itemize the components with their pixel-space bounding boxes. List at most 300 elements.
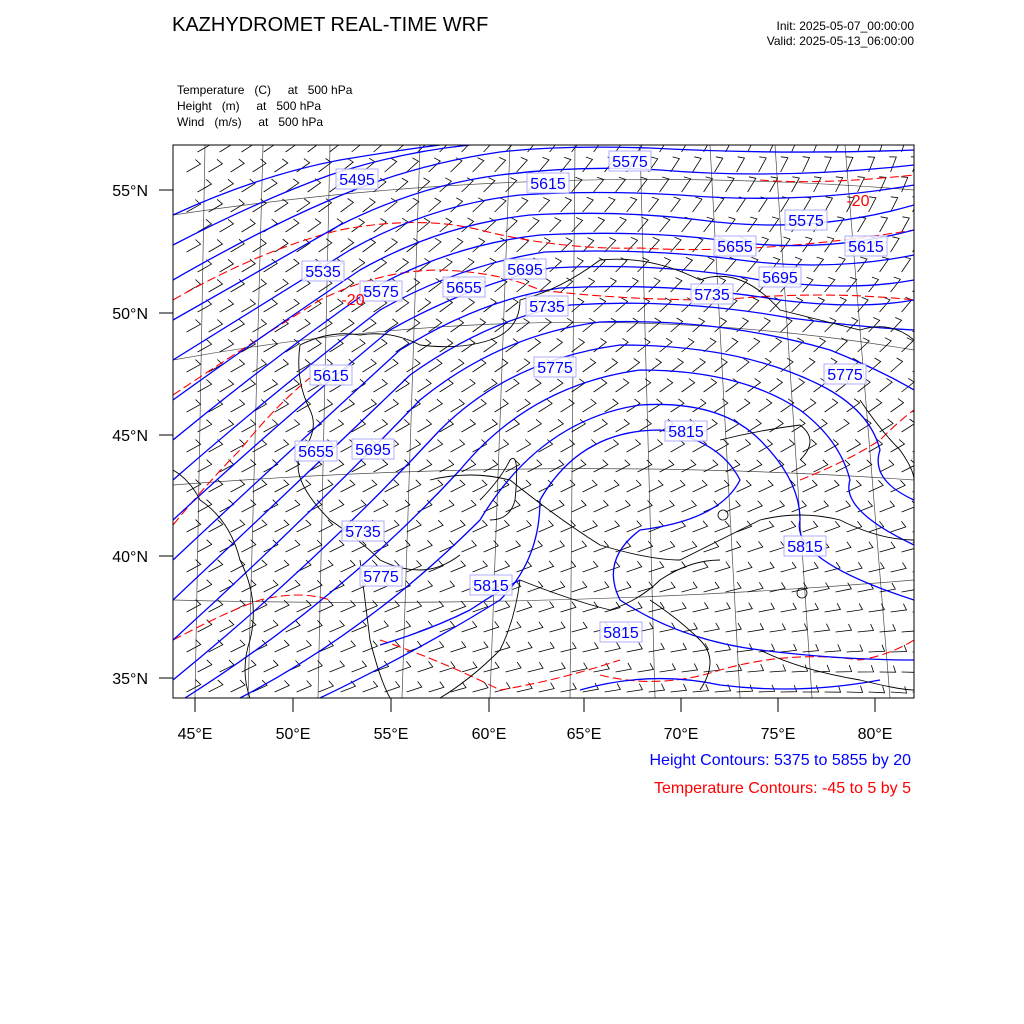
latitude-axis	[159, 190, 173, 678]
wind-barb	[363, 399, 377, 412]
lon-label: 60°E	[471, 726, 507, 743]
wind-barb	[847, 603, 863, 612]
wind-barb	[253, 480, 267, 492]
height-contour-label	[534, 357, 576, 377]
wind-barb	[748, 623, 764, 632]
wind-barb	[429, 520, 444, 532]
wind-barb	[231, 440, 245, 452]
wind-barb	[308, 661, 323, 673]
wind-barb	[539, 602, 554, 613]
wind-barb	[616, 217, 627, 232]
wind-barb	[726, 582, 742, 592]
wind-barb	[605, 683, 621, 692]
wind-barb	[759, 480, 774, 492]
wind-barb	[572, 460, 586, 472]
wind-barb	[605, 238, 616, 253]
wind-barb	[627, 237, 638, 252]
wind-barb	[451, 682, 466, 692]
height-contour-label	[342, 521, 384, 541]
wind-barb	[924, 217, 931, 232]
wind-barb	[770, 542, 785, 553]
wind-barb	[704, 217, 714, 232]
wind-barb	[836, 624, 852, 632]
wind-barb	[528, 218, 539, 232]
height-contour-label	[526, 296, 568, 316]
wind-barb	[891, 237, 900, 252]
wind-barb	[594, 298, 606, 312]
wind-barb	[693, 684, 709, 692]
wind-barb	[880, 501, 895, 512]
wind-barb	[341, 319, 354, 332]
wind-barb	[594, 177, 604, 192]
wind-barb	[473, 480, 487, 492]
svg-text:5815: 5815	[473, 578, 509, 595]
wind-barb	[583, 399, 597, 412]
wind-barb	[506, 178, 517, 193]
wind-barb	[605, 480, 619, 492]
wind-barb	[286, 259, 299, 272]
wind-barb	[605, 561, 620, 572]
wind-barb	[902, 217, 910, 232]
wind-barb	[660, 379, 673, 392]
wind-barb	[418, 661, 433, 672]
wind-barb	[682, 664, 698, 672]
wind-barb	[726, 501, 741, 513]
wind-barb	[484, 178, 495, 192]
wind-barb	[869, 562, 885, 572]
wind-barb	[418, 419, 432, 432]
wind-barb	[803, 644, 819, 652]
wind-barb	[682, 177, 691, 192]
lon-label: 75°E	[760, 726, 796, 743]
wind-barb	[880, 217, 888, 232]
wind-barb	[616, 379, 629, 392]
wind-barb	[913, 604, 929, 612]
wind-barb	[803, 358, 815, 372]
lon-label: 50°E	[275, 726, 311, 743]
wind-barb	[231, 640, 245, 652]
wind-barb	[847, 686, 863, 693]
wind-barb	[748, 664, 764, 672]
wind-barb	[264, 299, 278, 312]
wind-barb	[495, 561, 510, 572]
wind-barb	[352, 259, 365, 272]
wind-barb	[803, 603, 819, 612]
wind-barb	[572, 622, 587, 632]
wind-barb	[878, 137, 885, 152]
wind-barb	[374, 419, 388, 432]
wind-barb	[286, 219, 299, 232]
height-contour-label	[759, 267, 801, 287]
wind-barb	[363, 359, 377, 372]
wind-barb	[671, 157, 680, 172]
wind-barb	[748, 460, 762, 472]
wind-barb	[462, 298, 475, 312]
wind-barb	[561, 521, 576, 533]
wind-barb	[561, 561, 576, 572]
wind-barb	[396, 379, 410, 392]
wind-barb	[583, 278, 595, 292]
wind-barb	[704, 379, 717, 392]
wind-barb	[682, 379, 695, 392]
wind-barb	[220, 299, 234, 312]
wind-barb	[528, 460, 542, 472]
wind-barb	[561, 318, 574, 332]
wind-barb	[913, 439, 927, 452]
temperature-legend: Temperature Contours: -45 to 5 by 5	[653, 780, 911, 797]
wind-barb	[539, 238, 551, 252]
wind-barb	[924, 338, 935, 352]
svg-text:5495: 5495	[339, 172, 375, 189]
wind-barb	[407, 319, 420, 332]
wind-barb	[198, 260, 212, 273]
height-contour-label	[360, 281, 402, 301]
wind-barb	[473, 198, 485, 212]
lon-label: 55°E	[373, 726, 409, 743]
wind-barb	[429, 641, 444, 652]
wind-barb	[242, 380, 256, 393]
wind-barb	[561, 197, 572, 212]
wind-barb	[198, 460, 212, 472]
wind-barb	[803, 157, 810, 172]
wind-barb	[616, 500, 631, 512]
height-labels	[295, 151, 887, 642]
wind-barb	[572, 663, 588, 672]
wind-barb	[682, 338, 694, 352]
wind-barb	[352, 621, 367, 632]
svg-text:5535: 5535	[305, 264, 341, 281]
wind-barb	[539, 642, 555, 652]
wind-barb	[308, 219, 321, 232]
wind-barb	[550, 581, 565, 592]
wind-barb	[385, 399, 399, 412]
wind-barb	[583, 238, 594, 252]
wind-barb	[891, 358, 903, 372]
wind-barb	[627, 318, 639, 332]
wind-barb	[374, 500, 388, 512]
wind-barb	[385, 520, 399, 532]
svg-text:5575: 5575	[363, 284, 399, 301]
svg-text:5655: 5655	[717, 239, 753, 256]
wind-barb	[693, 480, 707, 492]
wind-barb	[330, 661, 345, 672]
wind-barb	[616, 460, 630, 472]
wind-barb	[813, 137, 820, 152]
wind-barb	[231, 159, 245, 172]
wind-barb	[803, 562, 819, 572]
wind-barb	[660, 338, 672, 352]
lat-label: 50°N	[112, 306, 148, 323]
wind-barb	[275, 440, 289, 452]
wind-barb	[726, 664, 742, 672]
wind-barb	[660, 217, 670, 232]
temperature-contour-label: -20	[846, 193, 870, 210]
wind-barb	[627, 197, 637, 212]
wind-barb	[748, 582, 764, 592]
wind-barb	[275, 359, 289, 372]
wind-barb	[572, 500, 587, 512]
wind-barb	[726, 137, 734, 152]
wind-barb	[528, 379, 541, 392]
wind-barb	[374, 460, 388, 472]
wind-barb	[528, 419, 542, 432]
wind-barb	[583, 197, 594, 212]
wind-barb	[418, 540, 433, 552]
wind-barb	[715, 399, 728, 412]
wind-barb	[209, 159, 223, 172]
wind-barb	[286, 420, 300, 433]
wind-barb	[781, 562, 796, 572]
wind-barb	[396, 621, 411, 632]
wind-barb	[737, 197, 746, 212]
wind-barb	[847, 439, 861, 452]
wind-barb	[748, 298, 759, 312]
wind-barb	[649, 684, 665, 692]
wind-barb	[418, 460, 432, 472]
svg-text:5815: 5815	[668, 424, 704, 441]
wind-barb	[517, 682, 533, 692]
wind-barb	[836, 542, 851, 552]
wind-barb	[231, 239, 245, 252]
longitude-labels	[178, 726, 893, 743]
wind-barb	[638, 541, 653, 552]
wind-barb	[605, 197, 615, 212]
wind-barb	[638, 137, 647, 152]
wind-barb	[253, 239, 267, 252]
wind-barb	[451, 520, 466, 532]
wind-barb	[550, 218, 561, 232]
wind-barb	[913, 521, 928, 532]
wind-barb	[814, 177, 821, 192]
wind-barb	[330, 460, 344, 472]
wind-barb	[286, 299, 300, 312]
wind-barb	[396, 178, 408, 192]
wind-barb	[484, 419, 498, 432]
wind-barb	[770, 177, 778, 192]
wind-barb	[660, 500, 675, 512]
wind-barb	[440, 419, 454, 432]
svg-text:5655: 5655	[446, 280, 482, 297]
wind-barb	[231, 680, 245, 692]
lat-label: 35°N	[112, 671, 148, 688]
wind-barb	[913, 480, 928, 492]
wind-barb	[616, 137, 625, 152]
wind-barb	[528, 622, 543, 632]
height-contour-label	[600, 622, 642, 642]
wind-barb	[374, 621, 389, 632]
wind-barb	[924, 378, 937, 392]
wind-barb	[902, 624, 918, 632]
height-contour-label	[714, 236, 756, 256]
wind-barb	[363, 480, 377, 492]
wind-barb	[616, 582, 631, 592]
init-time: Init: 2025-05-07_00:00:00	[776, 19, 914, 33]
svg-text:5575: 5575	[788, 213, 824, 230]
lon-label: 80°E	[857, 726, 893, 743]
wind-barb	[649, 480, 663, 492]
wind-barb	[550, 500, 565, 512]
height-contour-label	[360, 566, 402, 586]
wind-barb	[429, 198, 441, 212]
wind-barb	[473, 642, 488, 652]
wind-barb	[781, 439, 795, 452]
wind-barb	[627, 480, 641, 492]
wind-barb	[517, 278, 529, 292]
wind-barb	[836, 217, 844, 232]
wind-barb	[759, 197, 768, 212]
wind-barb	[693, 602, 709, 612]
wind-barb	[891, 480, 906, 492]
wind-barb	[484, 621, 499, 632]
wind-barb	[231, 520, 245, 532]
wind-barb	[649, 643, 665, 652]
wind-barb	[803, 521, 818, 532]
wind-barb	[198, 660, 212, 672]
wind-barb	[341, 199, 354, 213]
svg-text:5815: 5815	[787, 539, 823, 556]
height-contour-label	[785, 210, 827, 230]
wind-barb	[209, 199, 223, 212]
wind-barb	[561, 480, 575, 492]
wind-barb	[814, 624, 830, 632]
lat-label: 55°N	[112, 183, 148, 200]
wind-barb	[638, 217, 648, 232]
wind-barb	[594, 379, 607, 392]
lat-label: 40°N	[112, 549, 148, 566]
wind-barb	[539, 198, 550, 213]
wind-barb	[856, 137, 863, 152]
wind-barb	[374, 379, 388, 392]
svg-text:5695: 5695	[507, 262, 543, 279]
wind-barb	[451, 238, 463, 252]
height-contour-label	[443, 277, 485, 297]
wind-barb	[209, 279, 223, 292]
wind-barb	[550, 339, 563, 353]
wind-barb	[275, 159, 288, 172]
svg-text:5615: 5615	[530, 176, 566, 193]
wind-barb	[253, 159, 266, 172]
wind-barb	[880, 624, 896, 632]
wind-barb	[748, 137, 755, 152]
wind-barb	[594, 419, 608, 432]
wind-barb	[484, 339, 497, 352]
wind-barb	[627, 561, 642, 572]
height-contour-label	[784, 536, 826, 556]
wind-barb	[242, 420, 256, 433]
wind-barb	[539, 318, 552, 332]
wind-barb	[187, 600, 201, 612]
wind-barb	[737, 157, 745, 172]
wind-barb	[319, 681, 334, 692]
wind-barb	[770, 419, 784, 432]
latitude-labels	[112, 183, 148, 688]
wind-barb	[649, 237, 660, 252]
wind-barb	[627, 684, 643, 693]
wind-barb	[660, 541, 675, 552]
wind-barb	[275, 640, 290, 652]
wind-barb	[693, 157, 702, 172]
wind-barb	[220, 380, 234, 393]
wind-barb	[264, 379, 278, 392]
wind-barb	[473, 520, 488, 532]
wind-barb	[759, 318, 771, 332]
wind-barb	[649, 318, 661, 332]
lon-label: 45°E	[177, 726, 213, 743]
wind-barb	[352, 219, 365, 233]
wind-barb	[759, 521, 774, 532]
wind-barb	[539, 561, 554, 572]
wind-barb	[198, 219, 212, 232]
wind-barb	[528, 541, 543, 552]
wind-barb	[583, 561, 598, 572]
height-contour-label	[824, 364, 866, 384]
wind-barb	[748, 257, 758, 272]
wind-barb	[902, 257, 911, 272]
wind-barb	[759, 562, 774, 572]
wind-barb	[748, 419, 762, 432]
wind-barb	[275, 239, 288, 252]
wind-barb	[440, 581, 455, 592]
wind-barb	[638, 379, 651, 392]
wind-barb	[759, 603, 775, 612]
wind-barb	[264, 660, 279, 672]
wind-barb	[737, 562, 752, 572]
wind-barb	[594, 338, 607, 352]
wind-barb	[880, 542, 895, 552]
wind-barb	[572, 177, 582, 192]
height-contour-label	[609, 151, 651, 171]
wind-barb	[561, 399, 575, 412]
wind-barb	[517, 157, 528, 172]
wind-barb	[572, 258, 584, 272]
wind-barb	[253, 319, 267, 332]
wind-barb	[781, 157, 788, 172]
wind-barb	[429, 440, 443, 453]
wind-barb	[902, 583, 918, 592]
wind-barb	[847, 277, 857, 292]
wind-barb	[352, 460, 366, 472]
wind-barb	[495, 601, 510, 612]
wind-barb	[616, 298, 628, 312]
wind-barb	[902, 666, 918, 673]
wind-barb	[352, 500, 366, 512]
wind-barb	[418, 218, 430, 232]
wind-barb	[671, 278, 682, 292]
height-contour-label	[504, 259, 546, 279]
wind-barb	[834, 137, 841, 152]
wind-barb	[308, 540, 322, 552]
wind-barb	[923, 177, 930, 192]
height-contour-label	[845, 236, 887, 256]
wind-barb	[858, 624, 874, 632]
wind-barb	[715, 603, 731, 613]
wind-barb	[847, 645, 863, 652]
wind-barb	[649, 602, 665, 612]
wind-barb	[847, 399, 860, 412]
field-height: Height (m) at 500 hPa	[177, 99, 322, 113]
wind-barb	[594, 500, 609, 512]
wind-barb	[759, 399, 772, 412]
wind-barb	[506, 662, 521, 672]
wind-barb	[198, 540, 212, 552]
wind-barb	[594, 460, 608, 472]
wind-barb	[462, 379, 476, 392]
wind-barb	[616, 663, 632, 672]
wind-barb	[671, 643, 687, 652]
wind-barb	[693, 358, 706, 372]
wind-barb	[825, 644, 841, 652]
wind-barb	[550, 379, 563, 392]
